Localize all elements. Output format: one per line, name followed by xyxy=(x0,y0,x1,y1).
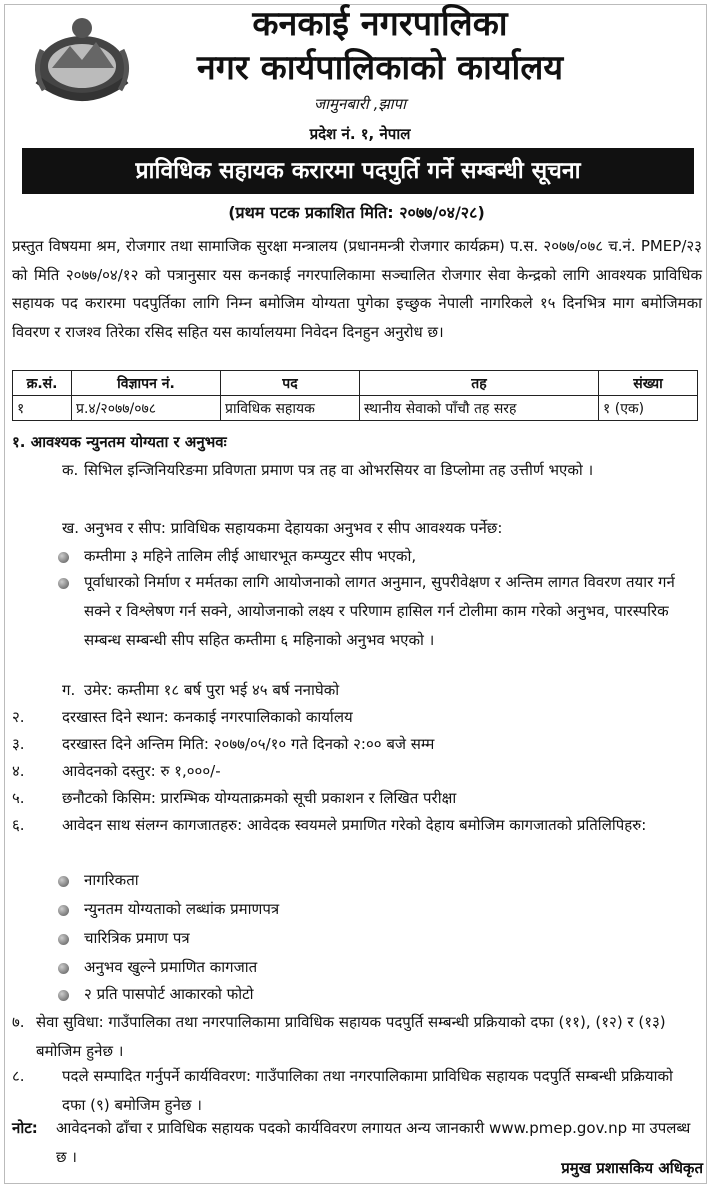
col-ad-no: विज्ञापन नं. xyxy=(72,371,221,396)
table-row xyxy=(13,396,698,421)
s6-label: ६. xyxy=(12,816,25,834)
s8-text: पदले सम्पादित गर्नुपर्ने कार्यविवरण: गाउँपालिका तथा नगरपालिकामा प्राविधिक सहायक पदपुर्ति सम्बन्धी प्रक्रियाको दफा (९) बमोजिम हुनेछ । xyxy=(62,1067,673,1114)
s1-ga-text: उमेर: कम्तीमा १८ बर्ष पुरा भई ४५ बर्ष ननाघेको xyxy=(84,681,340,699)
col-level: तह xyxy=(360,371,599,396)
s7-label: ७. xyxy=(12,1013,25,1031)
s6-doc-item: चारित्रिक प्रमाण पत्र xyxy=(84,929,190,947)
s6-doc-item: २ प्रति पासपोर्ट आकारको फोटो xyxy=(84,985,254,1003)
bullet-icon xyxy=(58,552,69,563)
s1-ga-label: ग. xyxy=(62,681,76,699)
bullet-icon xyxy=(58,990,69,1001)
cell-post: प्राविधिक सहायक xyxy=(221,396,360,421)
s2-text: दरखास्त दिने स्थान: कनकाई नगरपालिकाको कार्यालय xyxy=(62,708,353,726)
cell-level: स्थानीय सेवाको पाँचौ तह सरह xyxy=(360,396,599,421)
province-line: प्रदेश नं. १, नेपाल xyxy=(309,125,411,143)
s3-label: ३. xyxy=(12,735,25,753)
nepal-government-emblem xyxy=(22,10,142,118)
address-line: जामुनबारी ,झापा xyxy=(314,95,406,113)
col-sn: क्र.सं. xyxy=(13,371,72,396)
s1-ka-label: क. xyxy=(62,461,79,479)
bullet-icon xyxy=(58,905,69,916)
note-label: नोट: xyxy=(12,1119,38,1137)
s1-kha-text: अनुभव र सीप: प्राविधिक सहायकमा देहायका अनुभव र सीप आवश्यक पर्नेछ: xyxy=(84,519,503,537)
s1-kha-bullet-2: पूर्वाधारको निर्माण र मर्मतका लागि आयोजनाको लागत अनुमान, सुपरीवेक्षण र अन्तिम लागत विवरण तयार गर्न सक्ने र विश्लेषण गर्न सक्ने, आयोजनाको लक्ष्य र परिणाम हासिल गर्न टोलीमा काम गरेको अनुभव, पारस्परिक सम्बन्ध सम्बन्धी सीप सहित कम्तीमा ६ महिनाको अनुभव भएको । xyxy=(84,573,675,649)
s4-label: ४. xyxy=(12,762,25,780)
s1-kha-bullet-1: कम्तीमा ३ महिने तालिम लीई आधारभूत कम्प्युटर सीप भएको, xyxy=(84,547,417,565)
col-post: पद xyxy=(221,371,360,396)
office-name: नगर कार्यपालिकाको कार्यालय xyxy=(196,48,564,88)
org-name: कनकाई नगरपालिका xyxy=(252,4,508,44)
note-text: आवेदनको ढाँचा र प्राविधिक सहायक पदको कार्यविवरण लगायत अन्य जानकारी www.pmep.gov.np मा उपलब्ध छ । xyxy=(56,1119,691,1166)
s3-text: दरखास्त दिने अन्तिम मिति: २०७७/०५/१० गते दिनको २:०० बजे सम्म xyxy=(62,735,435,753)
published-date: (प्रथम पटक प्रकाशित मिति: २०७७/०४/२८) xyxy=(228,203,485,222)
bullet-icon xyxy=(58,876,69,887)
s5-label: ५. xyxy=(12,789,25,807)
s1-kha-label: ख. xyxy=(62,519,80,537)
cell-sn: १ xyxy=(13,396,72,421)
cell-count: १ (एक) xyxy=(599,396,698,421)
s6-doc-item: अनुभव खुल्ने प्रमाणित कागजात xyxy=(84,958,258,976)
table-header-row xyxy=(13,371,698,396)
s6-text: आवेदन साथ संलग्न कागजातहरु: आवेदक स्वयमले प्रमाणित गरेको देहाय बमोजिम कागजातको प्रतिलिपिहरु: xyxy=(62,816,647,834)
s6-doc-item: नागरिकता xyxy=(84,871,139,889)
bullet-icon xyxy=(58,963,69,974)
s1-ka-text: सिभिल इन्जिनियरिङमा प्रविणता प्रमाण पत्र तह वा ओभरसियर वा डिप्लोमा तह उत्तीर्ण भएको । xyxy=(84,461,594,479)
vacancy-table xyxy=(12,370,698,421)
s5-text: छनौटको किसिम: प्रारम्भिक योग्यताक्रमको सूची प्रकाशन र लिखित परीक्षा xyxy=(62,789,457,807)
notice-title-banner: प्राविधिक सहायक करारमा पदपुर्ति गर्ने सम्बन्धी सूचना xyxy=(22,148,694,194)
section-1-heading: १. आवश्यक न्युनतम योग्यता र अनुभवः xyxy=(12,433,227,451)
s4-text: आवेदनको दस्तुर: रु १,०००/- xyxy=(62,762,221,780)
s2-label: २. xyxy=(12,708,25,726)
col-count: संख्या xyxy=(599,371,698,396)
cell-ad-no: प्र.४/२०७७/०७८ xyxy=(72,396,221,421)
intro-paragraph: प्रस्तुत विषयमा श्रम, रोजगार तथा सामाजिक सुरक्षा मन्त्रालय (प्रधानमन्त्री रोजगार कार्यक्रम) प.स. २०७७/०७८ च.नं. PMEP/२३ को मिति २०७७/०४/१२ को पत्रानुसार यस कनकाई नगरपालिकामा सञ्चालित रोजगार सेवा केन्द्रको लागि आवश्यक प्राविधिक सहायक पद करारमा पदपुर्तिका लागि निम्न बमोजिम योग्यता पुगेका इच्छुक नेपाली नागरिकले १५ दिनभित्र माग बमोजिमका विवरण र राजश्व तिरेका रसिद सहित यस कार्यालयमा निवेदन दिनहुन अनुरोध छ। xyxy=(12,237,702,341)
bullet-icon xyxy=(58,934,69,945)
s6-doc-item: न्युनतम योग्यताको लब्धांक प्रमाणपत्र xyxy=(84,900,280,918)
s8-label: ८. xyxy=(12,1067,25,1085)
signatory-title: प्रमुख प्रशासकिय अधिकृत xyxy=(561,1159,703,1177)
bullet-icon xyxy=(58,578,69,589)
s7-text: सेवा सुविधा: गाउँपालिका तथा नगरपालिकामा प्राविधिक सहायक पदपुर्ति सम्बन्धी प्रक्रियाको दफा (११), (१२) र (१३) बमोजिम हुनेछ । xyxy=(36,1013,666,1060)
